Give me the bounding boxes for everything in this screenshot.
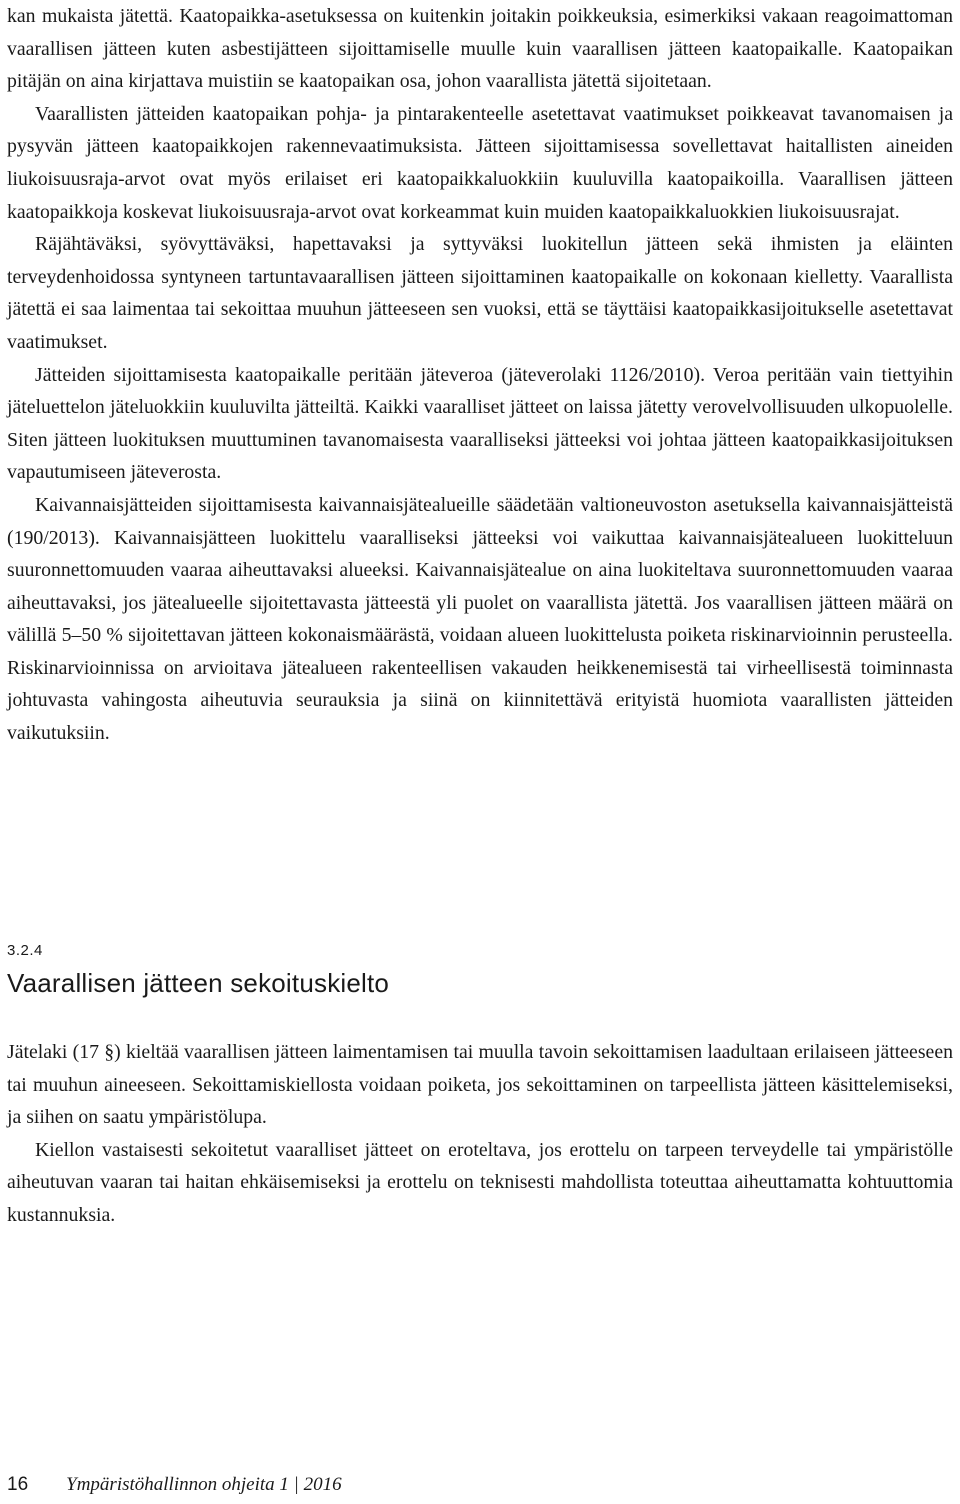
section-text xyxy=(7,1036,953,1232)
paragraph-prohibited-waste: Räjähtäväksi, syövyttäväksi, hapettavaksi ja syttyväksi luokitellun jätteen sekä ihmisten ja eläinten terveydenhoidossa syntyneen tartuntavaarallisen jätteen sijoittaminen kaatopaikalle on kokonaan kielletty. Vaarallista jätettä ei saa laimentaa tai sekoittaa muuhun jätteeseen sen vuoksi, että se täyttäisi kaatopaikkasijoitukselle asetettavat vaatimukset. xyxy=(7,233,953,353)
paragraph-mining-waste: Kaivannaisjätteiden sijoittamisesta kaivannaisjätealueille säädetään valtioneuvoston asetuksella kaivannaisjätteistä (190/2013). Kaivannaisjätteen luokittelu vaaralliseksi jätteeksi voi vaikuttaa kaivannaisjätealueen luokitteluun suuronnettomuuden vaaraa aiheuttavaksi alueeksi. Kaivannaisjätealue on aina luokiteltava suuronnettomuuden vaaraa aiheuttavaksi, jos jätealueelle sijoitettavasta jätteestä yli puolet on vaarallista jätettä. Jos vaarallisen jätteen määrä on välillä 5–50 % sijoitettavan jätteen kokonaismäärästä, voidaan alueen luokittelusta poiketa riskinarvioinnin perusteella. Riskinarvioinnissa on arvioitava jätealueen rakenteellisen vakauden heikkenemisestä tai virheellisestä toiminnasta johtuvasta vahingosta aiheutuvia seurauksia ja siinä on kiinnitettävä erityistä huomiota vaarallisten jätteiden vaikutuksiin. xyxy=(7,493,953,745)
section-title: Vaarallisen jätteen sekoituskielto xyxy=(7,968,390,998)
page-footer xyxy=(7,1474,342,1496)
main-text xyxy=(7,0,953,750)
paragraph-waste-tax: Jätteiden sijoittamisesta kaatopaikalle peritään jäteveroa (jäteverolaki 1126/2010). Veroa peritään vain tiettyihin jäteluettelon jäteluokkiin kuuluvilta jätteiltä. Kaikki vaaralliset jätteet on laissa jätetty verovelvollisuuden ulkopuolelle. Siten jätteen luokituksen muuttuminen tavanomaisesta vaaralliseksi jätteeksi voi johtaa jätteen kaatopaikkasijoituksen vapautumiseen jäteverosta. xyxy=(7,363,953,484)
paragraph-mixing-ban: Jätelaki (17 §) kieltää vaarallisen jätteen laimentamisen tai muulla tavoin sekoittamisen laadultaan erilaiseen jätteeseen tai muuhun aineeseen. Sekoittamiskiellosta voidaan poiketa, jos sekoittaminen on tarpeellista jätteen käsittelemiseksi, ja siihen on saatu ympäristölupa. xyxy=(7,1041,953,1129)
paragraph-separation: Kiellon vastaisesti sekoitetut vaaralliset jätteet on eroteltava, jos erottelu on tarpeen terveydelle tai ympäristölle aiheutuvan vaaran tai haitan ehkäisemiseksi ja erottelu on teknisesti mahdollista toteuttaa aiheuttamatta kohtuuttomia kustannuksia. xyxy=(7,1138,953,1226)
publication-title: Ympäristöhallinnon ohjeita 1 | 2016 xyxy=(66,1474,342,1495)
paragraph-continued: kan mukaista jätettä. Kaatopaikka-asetuksessa on kuitenkin joitakin poikkeuksia, esimerkiksi vakaan reagoimattoman vaarallisen jätteen kuten asbestijätteen sijoittamiselle muulle kuin vaarallisen jätteen kaatopaikalle. Kaatopaikan pitäjän on aina kirjattava muistiin se kaatopaikan osa, johon vaarallista jätettä sijoitetaan. xyxy=(7,5,953,93)
document-page xyxy=(7,0,953,750)
page-number: 16 xyxy=(7,1474,29,1495)
paragraph-structural-requirements: Vaarallisten jätteiden kaatopaikan pohja- ja pintarakenteelle asetettavat vaatimukset poikkeavat tavanomaisen ja pysyvän jätteen kaatopaikkojen rakennevaatimuksista. Jätteen sijoittamisessa sovellettavat haitallisten aineiden liukoisuusraja-arvot ovat myös erilaiset eri kaatopaikkaluokkiin kuuluvilla kaatopaikoilla. Vaarallisen jätteen kaatopaikkoja koskevat liukoisuusraja-arvot ovat korkeammat kuin muiden kaatopaikkaluokkien liukoisuusrajat. xyxy=(7,102,953,223)
section-number: 3.2.4 xyxy=(7,942,43,959)
